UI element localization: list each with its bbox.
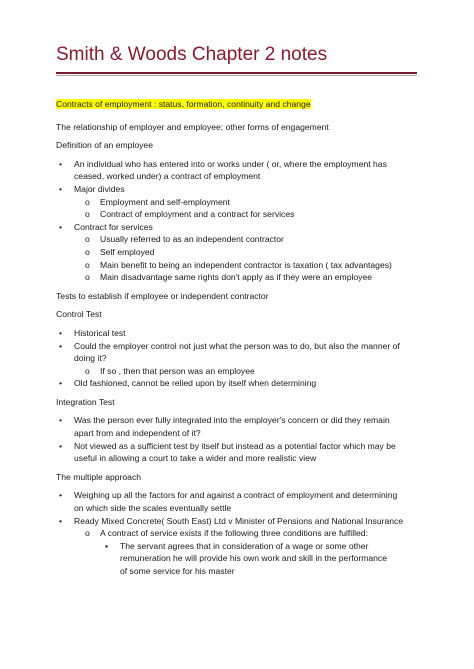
bullet-marker: • <box>59 340 63 351</box>
paragraph-definition: Definition of an employee <box>56 140 153 151</box>
list-item: • Ready Mixed Concrete( South East) Ltd v Minister of Pensions and National Insurance <box>59 515 404 526</box>
list-item: • Historical test <box>59 327 126 338</box>
section-heading <box>56 98 421 111</box>
paragraph-relationship: The relationship of employer and employee; other forms of engagement <box>56 121 329 132</box>
list-item: • Weighing up all the factors for and against a contract of employment and determining on which side the scales eventually settle <box>59 490 398 514</box>
sub-marker: o <box>85 365 90 376</box>
list-item: • Major divides <box>59 183 125 194</box>
bullet-marker: • <box>59 158 63 169</box>
bullet-marker: • <box>59 415 63 426</box>
bullet-marker: • <box>59 515 63 526</box>
sub-list-item: o Employment and self-employment <box>85 196 230 207</box>
title-rule-shadow <box>56 75 417 76</box>
bullet-marker: • <box>59 490 63 501</box>
sub-list-item: o Usually referred to as an independent contractor <box>85 234 284 245</box>
paragraph-integration-test: Integration Test <box>56 396 115 407</box>
bullet-marker: • <box>59 183 63 194</box>
sub-list-item: o Contract of employment and a contract for services <box>85 209 295 220</box>
sub-list-item: o Main disadvantage same rights don't apply as if they were an employee <box>85 272 373 283</box>
list-item: • An individual who has entered into or works under ( or, where the employment has ceased, worked under) a contract of employment <box>59 158 387 182</box>
integration-test-list <box>56 414 421 464</box>
bullet-marker: • <box>59 440 63 451</box>
list-item: • Not viewed as a sufficient test by itself but instead as a potential factor which may be useful in allowing a court to take a wider and more realistic view <box>59 440 396 464</box>
document-title: Smith & Woods Chapter 2 notes <box>56 44 328 65</box>
document-body <box>56 98 421 578</box>
sub-list-item: o If so , then that person was an employee <box>85 365 255 376</box>
list-item: • Was the person ever fully integrated into the employer's concern or did they remain apart from and independent of it? <box>59 415 390 439</box>
highlighted-heading: Contracts of employment : status, formation, continuity and change <box>56 99 311 109</box>
sub-marker: o <box>85 209 90 220</box>
sub-sub-list-item: ▪ The servant agrees that in consideration of a wage or some other remuneration he will provide his own work and skill in the performance of some service for his master <box>105 540 388 576</box>
sub-marker: o <box>85 246 90 257</box>
sub-marker: o <box>85 528 90 539</box>
list-item: • Could the employer control not just what the person was to do, but also the manner of doing it? <box>59 340 400 364</box>
list-item: • Contract for services <box>59 221 153 232</box>
bullet-marker: • <box>59 378 63 389</box>
multiple-approach-list <box>56 489 421 577</box>
sub-marker: o <box>85 234 90 245</box>
sub-list-item: o Main benefit to being an independent contractor is taxation ( tax advantages) <box>85 259 392 270</box>
control-test-list <box>56 327 421 390</box>
sub-marker: o <box>85 196 90 207</box>
paragraph-tests: Tests to establish if employee or independent contractor <box>56 290 269 301</box>
sub-list-item: o Self employed <box>85 246 155 257</box>
definition-list <box>56 158 421 284</box>
paragraph-control-test: Control Test <box>56 309 102 320</box>
list-item: • Old fashioned, cannot be relied upon by itself when determining <box>59 378 317 389</box>
square-marker: ▪ <box>105 540 109 551</box>
title-rule <box>56 72 417 74</box>
paragraph-multiple-approach: The multiple approach <box>56 471 142 482</box>
sub-marker: o <box>85 259 90 270</box>
sub-marker: o <box>85 272 90 283</box>
sub-list-item: o A contract of service exists if the following three conditions are fulfilled: <box>85 528 368 539</box>
bullet-marker: • <box>59 221 63 232</box>
bullet-marker: • <box>59 327 63 338</box>
